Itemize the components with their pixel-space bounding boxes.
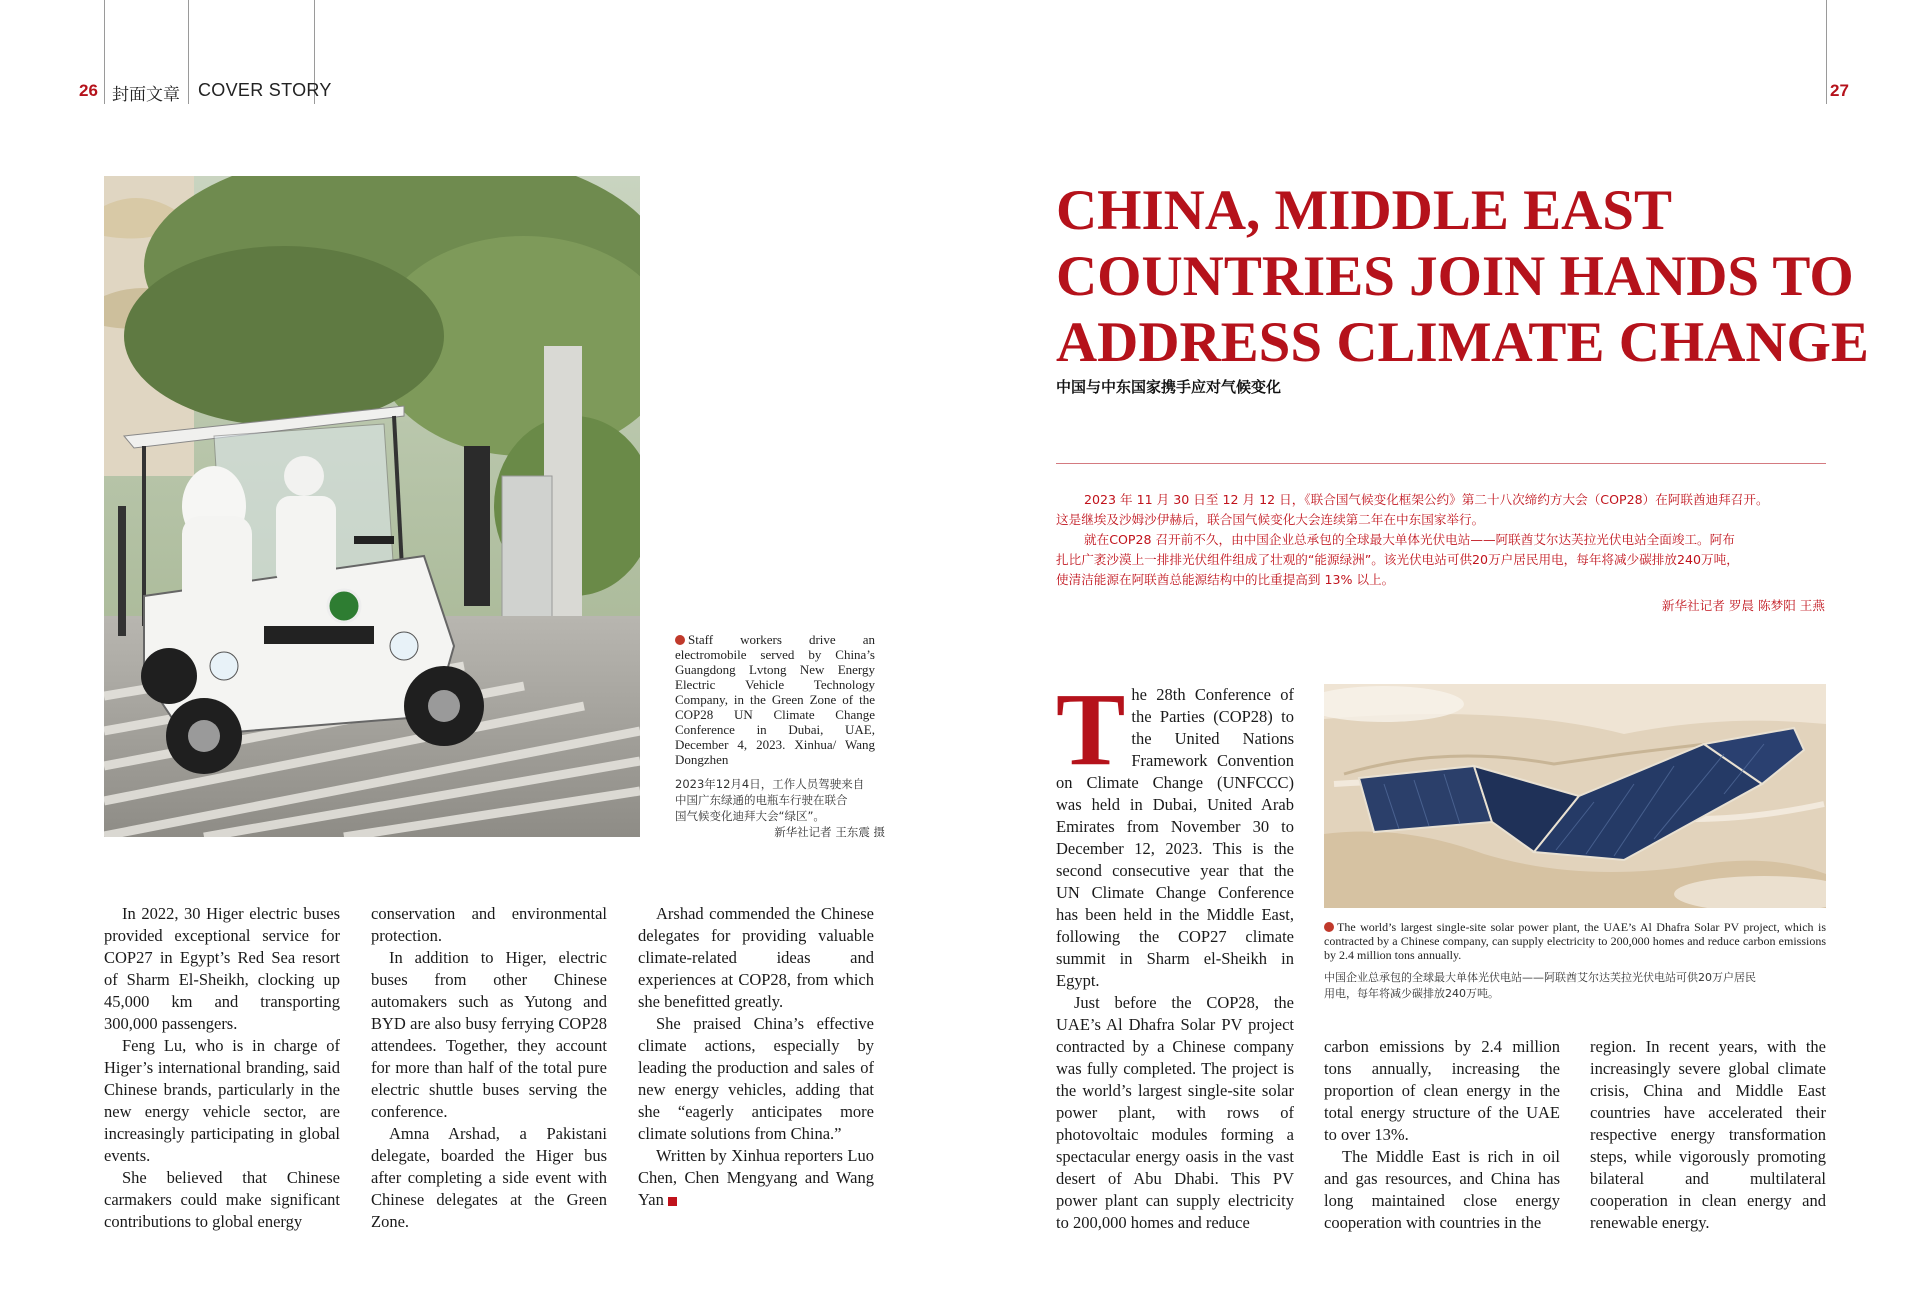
writer-credit: Written by Xinhua reporters Luo Chen, Chen Mengyang and Wang Yan xyxy=(638,1146,874,1209)
solar-plant-caption-en: The world’s largest single-site solar power plant, the UAE’s Al Dhafra Solar PV project, which is contracted by a Chinese company, can supply electricity to 200,000 homes and reduce carbon emissions by 2.4 million tons annually. xyxy=(1324,920,1826,962)
right-article-column-3: region. In recent years, with the increasingly severe global climate crisis, China and Middle East countries have accelerated their respective energy transformation steps, while vigorously promoting bilateral and multilateral cooperation in clean energy and renewable energy. xyxy=(1590,1037,1826,1232)
section-label-zh: 封面文章 xyxy=(112,85,180,105)
section-label-en: COVER STORY xyxy=(198,80,332,100)
right-page-number: 27 xyxy=(1830,81,1849,100)
top-rule-right xyxy=(1826,0,1827,104)
left-page-number: 26 xyxy=(79,81,98,100)
drop-cap: T xyxy=(1056,672,1126,787)
golf-cart-caption-en: Staff workers drive an electromobile served by China’s Guangdong Lvtong New Energy Electric Vehicle Technology Company, in the Green Zone of the COP28 UN Climate Change Conference in Dubai, UAE, December 4, 2023. Xinhua/ Wang Dongzhen xyxy=(675,632,875,767)
byline-zh: 新华社记者 罗晨 陈梦阳 王燕 xyxy=(1661,598,1825,613)
solar-plant-photo xyxy=(1324,684,1826,908)
right-article-column-2: carbon emissions by 2.4 million tons annually, increasing the proportion of clean energy in the total energy structure of the UAE to over 13%. The Middle East is rich in oil and gas resources, and China has long maintained close energy cooperation with countries in the xyxy=(1324,1037,1560,1232)
solar-plant-illustration xyxy=(1324,684,1826,908)
golf-cart-photo xyxy=(104,176,640,837)
headline-divider xyxy=(1056,463,1826,464)
solar-plant-caption-zh: 中国企业总承包的全球最大单体光伏电站——阿联酋艾尔达芙拉光伏电站可供20万户居民 用电，每年将减少碳排放240万吨。 xyxy=(1324,971,1756,1000)
top-rule-left-outer xyxy=(104,0,105,104)
golf-cart-caption-zh: 2023年12月4日，工作人员驾驶来自 中国广东绿通的电瓶车行驶在联合 国气候变化迪拜大会“绿区”。 新华社记者 王东震 摄 xyxy=(675,777,885,839)
right-article-column-1: The 28th Conference of the Parties (COP28) to the United Nations Framework Convention on Climate Change (UNFCCC) was held in Dubai, United Arab Emirates from November 30 to December 12, 2023. This is the second consecutive year that the UN Climate Change Conference has been held in the Middle East, following the COP27 climate summit in Sharm el-Sheikh in Egypt. Just before the COP28, the UAE’s Al Dhafra Solar PV project contracted by a Chinese company was fully completed. The project is the world’s largest single-site solar power plant, with rows of photovoltaic modules forming a spectacular energy oasis in the vast desert of Abu Dhabi. This PV power plant can supply electricity to 200,000 homes and reduce xyxy=(1056,672,1294,1232)
article-headline: CHINA, MIDDLE EAST COUNTRIES JOIN HANDS TO ADDRESS CLIMATE CHANGE xyxy=(1056,179,1869,374)
left-article-column-3: Arshad commended the Chinese delegates for providing valuable climate-related ideas and experiences at COP28, from which she benefitted greatly. She praised China’s effective climate actions, especially by leading the production and sales of new energy vehicles, adding that she “eagerly anticipates more climate solutions from China.” Written by Xinhua reporters Luo Chen, Chen Mengyang and Wang Yan xyxy=(638,904,874,1209)
left-article-column-1: In 2022, 30 Higer electric buses provided exceptional service for COP27 in Egypt’s Red Sea resort of Sharm El-Sheikh, clocking up 45,000 km and transporting 300,000 passengers. Feng Lu, who is in charge of Higer’s international branding, said Chinese brands, particularly in the new energy vehicle sector, are increasingly participating in global events. She believed that Chinese carmakers could make significant contributions to global energy xyxy=(104,904,340,1231)
headline-subtitle-zh: 中国与中东国家携手应对气候变化 xyxy=(1056,378,1282,396)
camera-icon xyxy=(1324,922,1334,932)
top-rule-left-inner xyxy=(188,0,189,104)
left-article-column-2: conservation and environmental protection. In addition to Higer, electric buses from other Chinese automakers such as Yutong and BYD are also busy ferrying COP28 attendees. Together, they account for more than half of the total pure electric shuttle buses serving the conference. Amna Arshad, a Pakistani delegate, boarded the Higer bus after completing a side event with Chinese delegates at the Green Zone. xyxy=(371,904,607,1231)
intro-paragraph-zh: 2023 年 11 月 30 日至 12 月 12 日，《联合国气候变化框架公约》第二十八次缔约方大会（COP28）在阿联酋迪拜召开。 这是继埃及沙姆沙伊赫后，联合国气候变化大会连续第二年在中东国家举行。 就在COP28 召开前不久，由中国企业总承包的全球最大单体光伏电站——阿联酋艾尔达芙拉光伏电站全面竣工。阿布 扎比广袤沙漠上一排排光伏组件组成了壮观的“能源绿洲”。该光伏电站可供20万户居民用电，每年将减少碳排放240万吨， 使清洁能源在阿联酋总能源结构中的比重提高到 13% 以上。 xyxy=(1056,492,1769,587)
golf-cart-illustration xyxy=(104,176,640,837)
camera-icon xyxy=(675,635,685,645)
end-mark xyxy=(668,1197,677,1206)
